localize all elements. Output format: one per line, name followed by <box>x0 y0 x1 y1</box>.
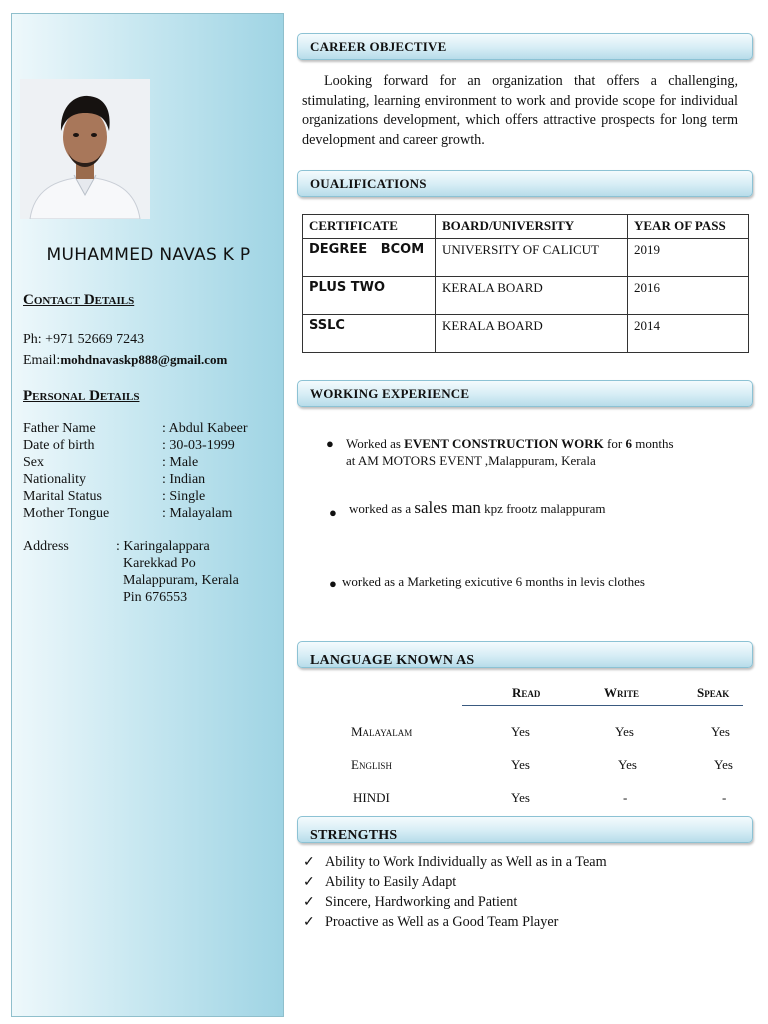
phone-number: Ph: +971 52669 7243 <box>23 332 145 347</box>
personal-value: : Malayalam <box>162 506 233 521</box>
address-line: Karekkad Po <box>123 556 196 571</box>
certificate-cell: DEGREE BCOM <box>303 239 436 277</box>
experience-text: for <box>603 436 626 451</box>
table-row <box>303 239 749 277</box>
experience-text: Worked as <box>346 436 405 451</box>
personal-value: : Male <box>162 455 199 470</box>
strengths-title: STRENGTHS <box>310 828 398 843</box>
table-row <box>303 277 749 315</box>
certificate-cell: PLUS TWO <box>303 277 436 315</box>
experience-duration: 6 <box>625 436 632 451</box>
checkmark-icon: ✓ <box>303 894 315 910</box>
bullet-icon: ● <box>326 436 334 451</box>
address-line: Pin 676553 <box>123 590 188 605</box>
experience-item <box>349 498 605 518</box>
checkmark-icon: ✓ <box>303 854 315 870</box>
personal-value: : Indian <box>162 472 206 487</box>
certificate-cell: SSLC <box>303 315 436 353</box>
qualifications-title: OUALIFICATIONS <box>310 176 427 191</box>
year-cell: 2016 <box>628 277 749 315</box>
table-row <box>303 315 749 353</box>
year-cell: 2019 <box>628 239 749 277</box>
experience-item: worked as a Marketing exicutive 6 months in levis clothes <box>342 574 645 589</box>
personal-value: : 30-03-1999 <box>162 438 235 453</box>
language-write: Yes <box>615 724 634 739</box>
working-experience-header <box>297 380 753 407</box>
bullet-icon: ● <box>329 505 337 520</box>
personal-label: Father Name <box>23 421 96 436</box>
email-label: Email: <box>23 353 61 368</box>
strengths-header <box>297 816 753 843</box>
column-header-read: Read <box>512 685 541 700</box>
experience-item <box>346 436 674 452</box>
strength-text: Ability to Easily Adapt <box>325 874 457 890</box>
column-header-write: Write <box>604 685 640 700</box>
year-cell: 2014 <box>628 315 749 353</box>
profile-sidebar <box>11 13 284 1017</box>
table-header-row <box>303 215 749 239</box>
column-header: BOARD/UNIVERSITY <box>436 215 628 239</box>
career-objective-title: CAREER OBJECTIVE <box>310 39 447 54</box>
column-header: YEAR OF PASS <box>628 215 749 239</box>
qualifications-header <box>297 170 753 197</box>
board-cell: KERALA BOARD <box>436 315 628 353</box>
bullet-icon: ● <box>329 576 337 591</box>
column-header-speak: Speak <box>697 685 730 700</box>
experience-text: worked as a <box>349 501 415 516</box>
personal-value: : Single <box>162 489 206 504</box>
language-title: LANGUAGE KNOWN AS <box>310 653 475 668</box>
language-header-rule <box>462 705 743 706</box>
board-cell: UNIVERSITY OF CALICUT <box>436 239 628 277</box>
language-speak: Yes <box>711 724 730 739</box>
language-read: Yes <box>511 790 530 805</box>
strength-text: Proactive as Well as a Good Team Player <box>325 914 559 930</box>
language-read: Yes <box>511 757 530 772</box>
experience-role: sales man <box>414 498 481 517</box>
strength-text: Sincere, Hardworking and Patient <box>325 894 518 910</box>
language-name: English <box>351 757 392 772</box>
profile-photo <box>20 79 150 219</box>
language-write: Yes <box>618 757 637 772</box>
checkmark-icon: ✓ <box>303 914 315 930</box>
experience-item-location: at AM MOTORS EVENT ,Malappuram, Kerala <box>346 453 596 468</box>
experience-text: months <box>631 436 674 451</box>
email-line <box>23 352 227 369</box>
checkmark-icon: ✓ <box>303 874 315 890</box>
language-name: HINDI <box>353 790 390 805</box>
personal-value: : Abdul Kabeer <box>162 421 248 436</box>
language-read: Yes <box>511 724 530 739</box>
personal-label: Nationality <box>23 472 86 487</box>
address-line: Malappuram, Kerala <box>123 573 239 588</box>
email-address: mohdnavaskp888@gmail.com <box>60 352 228 367</box>
strength-item <box>303 854 607 871</box>
personal-label: Mother Tongue <box>23 506 110 521</box>
language-write: - <box>623 790 628 805</box>
board-cell: KERALA BOARD <box>436 277 628 315</box>
strength-item <box>303 874 456 891</box>
career-objective-text: Looking forward for an organization that offers a challenging, stimulating, learning environment to work and provide scope for individual organizations development, which offers attractive prospects for long term development and career growth. <box>302 73 738 148</box>
experience-role: EVENT CONSTRUCTION WORK <box>404 436 604 451</box>
language-header <box>297 641 753 668</box>
strength-item <box>303 914 558 931</box>
candidate-name: MUHAMMED NAVAS K P <box>46 245 251 265</box>
language-name: Malayalam <box>351 724 413 739</box>
personal-details-heading: Personal Details <box>23 388 140 404</box>
address-line: : Karingalappara <box>116 539 210 554</box>
contact-details-heading: Contact Details <box>23 292 135 308</box>
language-speak: Yes <box>714 757 733 772</box>
address-label: Address <box>23 539 69 554</box>
strength-text: Ability to Work Individually as Well as in a Team <box>325 854 607 870</box>
column-header: CERTIFICATE <box>303 215 436 239</box>
personal-label: Date of birth <box>23 438 95 453</box>
personal-label: Sex <box>23 455 44 470</box>
language-speak: - <box>722 790 727 805</box>
experience-text: kpz frootz malappuram <box>480 501 606 516</box>
career-objective-header <box>297 33 753 60</box>
strength-item <box>303 894 517 911</box>
working-experience-title: WORKING EXPERIENCE <box>310 386 470 401</box>
personal-label: Marital Status <box>23 489 102 504</box>
qualifications-table <box>302 214 749 353</box>
